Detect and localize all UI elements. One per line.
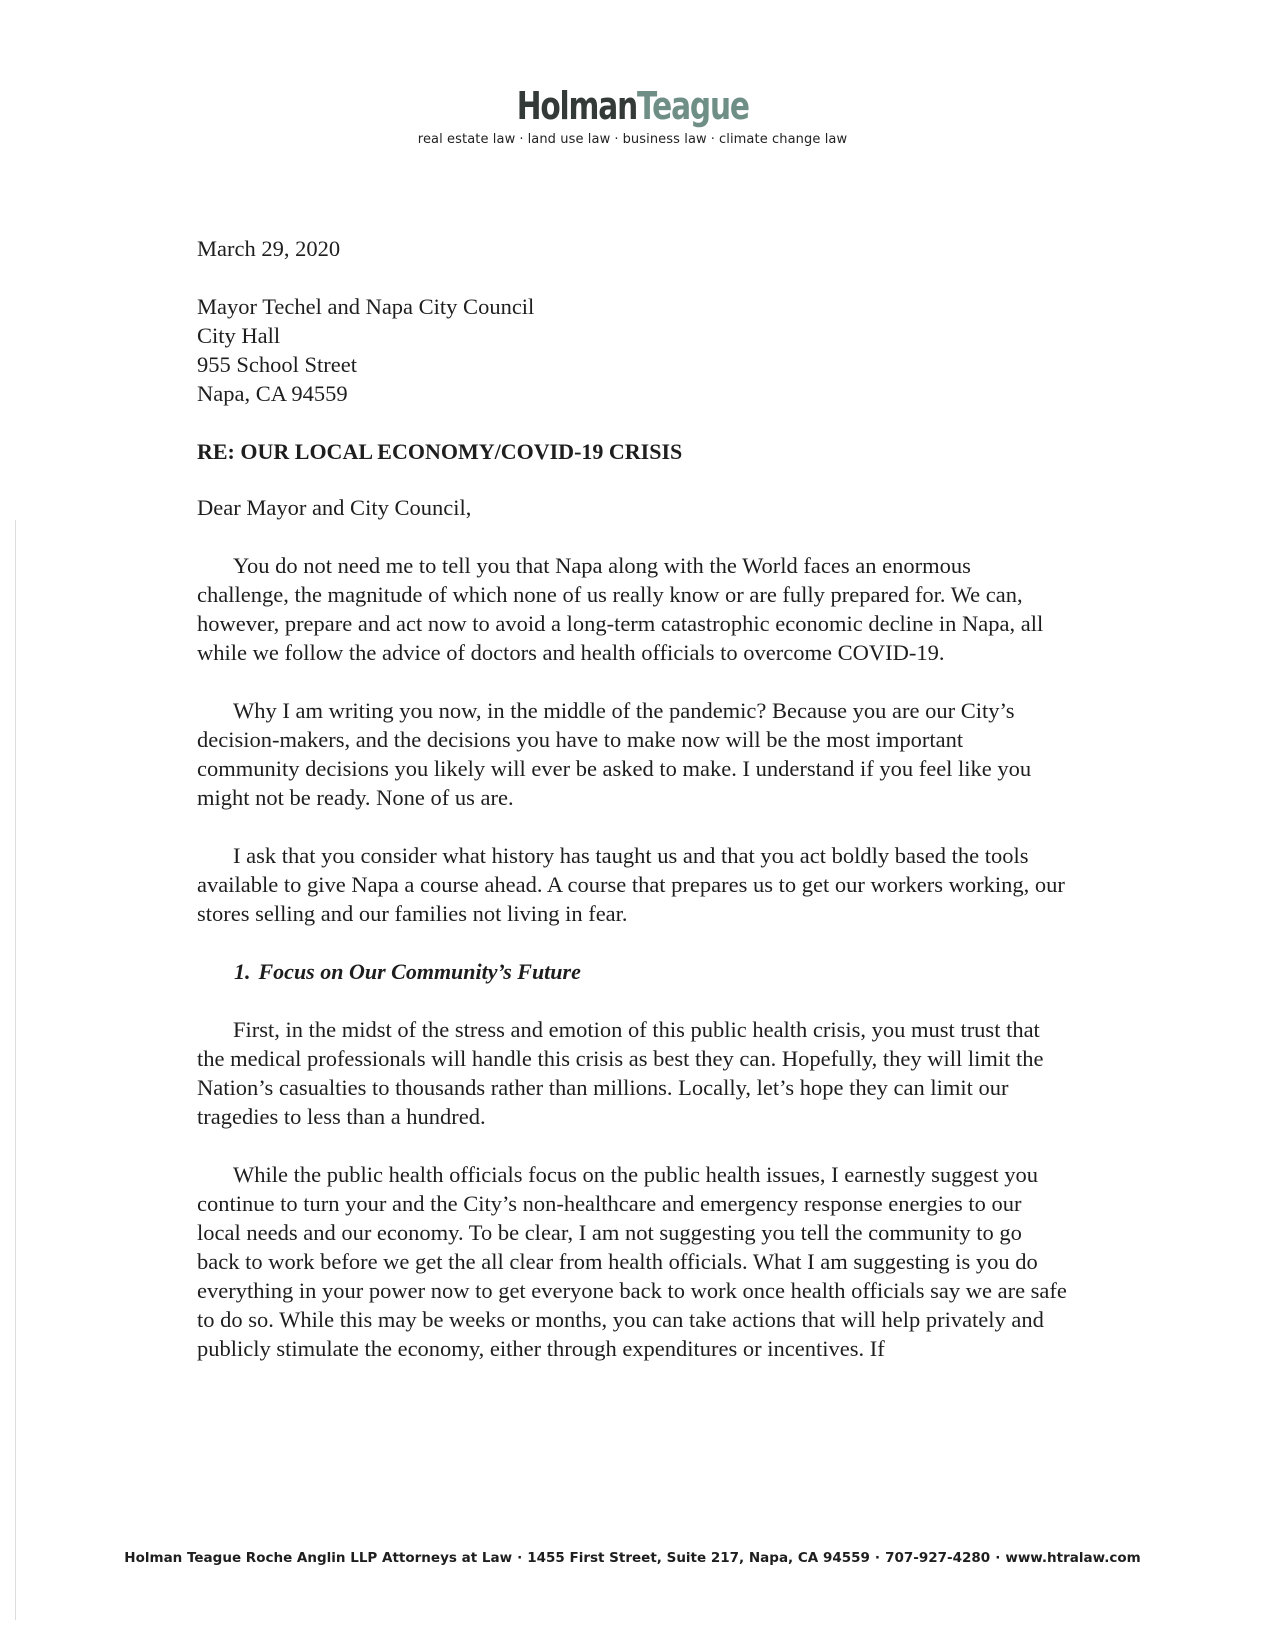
separator-dot: · (710, 132, 715, 147)
salutation: Dear Mayor and City Council, (197, 495, 472, 520)
separator-dot: · (517, 1550, 523, 1566)
firm-logo (516, 82, 748, 130)
letterhead (0, 82, 1265, 147)
logo-teague: Teague (636, 84, 749, 128)
footer-website[interactable]: www.htralaw.com (1005, 1550, 1141, 1566)
letter-body (197, 234, 1067, 1363)
paragraph-intro: You do not need me to tell you that Napa along with the World faces an enormous challenge, the magnitude of which none of us really know or are fully prepared for. We can, however, prepare and act now to avoid a long-term catastrophic economic decline in Napa, all while we follow the advice of doctors and health officials to overcome COVID-19. (197, 553, 1044, 665)
practice-area: climate change law (719, 132, 848, 147)
recipient-address (197, 292, 1067, 408)
separator-dot: · (995, 1550, 1001, 1566)
separator-dot: · (614, 132, 619, 147)
paragraph-economy-focus: While the public health officials focus on the public health issues, I earnestly suggest you continue to turn your and the City’s non-healthcare and emergency response energies to our local needs and our economy. To be clear, I am not suggesting you tell the community to go back to work before we get the all clear from health officials. What I am suggesting is you do everything in your power now to get everyone back to work once health officials say we are safe to do so. While this may be weeks or months, you can take actions that will help privately and publicly stimulate the economy, either through expenditures or incentives. If (197, 1162, 1067, 1361)
practice-area: business law (622, 132, 707, 147)
paragraph-request: I ask that you consider what history has taught us and that you act boldly based the tools available to give Napa a course ahead. A course that prepares us to get our workers working, our stores selling and our families not living in fear. (197, 843, 1065, 926)
section-title: Focus on Our Community’s Future (258, 959, 581, 984)
practice-area: real estate law (417, 132, 516, 147)
footer-address: 1455 First Street, Suite 217, Napa, CA 94559 (527, 1550, 870, 1566)
footer-firm-name: Holman Teague Roche Anglin LLP Attorneys at Law (124, 1550, 513, 1566)
paragraph-trust-professionals: First, in the midst of the stress and emotion of this public health crisis, you must trust that the medical professionals will handle this crisis as best they can. Hopefully, they will limit the Nation’s casualties to thousands rather than millions. Locally, let’s hope they can limit our tragedies to less than a hundred. (197, 1017, 1044, 1129)
letter-footer (0, 1550, 1265, 1566)
separator-dot: · (519, 132, 524, 147)
logo-holman: Holman (516, 84, 637, 128)
recipient-city: Napa, CA 94559 (197, 381, 348, 406)
scan-edge-line (15, 520, 16, 1620)
letter-date: March 29, 2020 (197, 236, 341, 261)
recipient-building: City Hall (197, 323, 281, 348)
practice-areas-tagline (0, 132, 1265, 147)
subject-line: RE: OUR LOCAL ECONOMY/COVID-19 CRISIS (197, 439, 683, 464)
section-heading (234, 957, 1067, 986)
section-number: 1. (234, 959, 251, 984)
recipient-name: Mayor Techel and Napa City Council (197, 294, 535, 319)
separator-dot: · (874, 1550, 881, 1566)
recipient-street: 955 School Street (197, 352, 357, 377)
footer-phone: 707-927-4280 (885, 1550, 991, 1566)
practice-area: land use law (527, 132, 611, 147)
paragraph-why-now: Why I am writing you now, in the middle of the pandemic? Because you are our City’s decision-makers, and the decisions you have to make now will be the most important community decisions you likely will ever be asked to make. I understand if you feel like you might not be ready. None of us are. (197, 698, 1032, 810)
